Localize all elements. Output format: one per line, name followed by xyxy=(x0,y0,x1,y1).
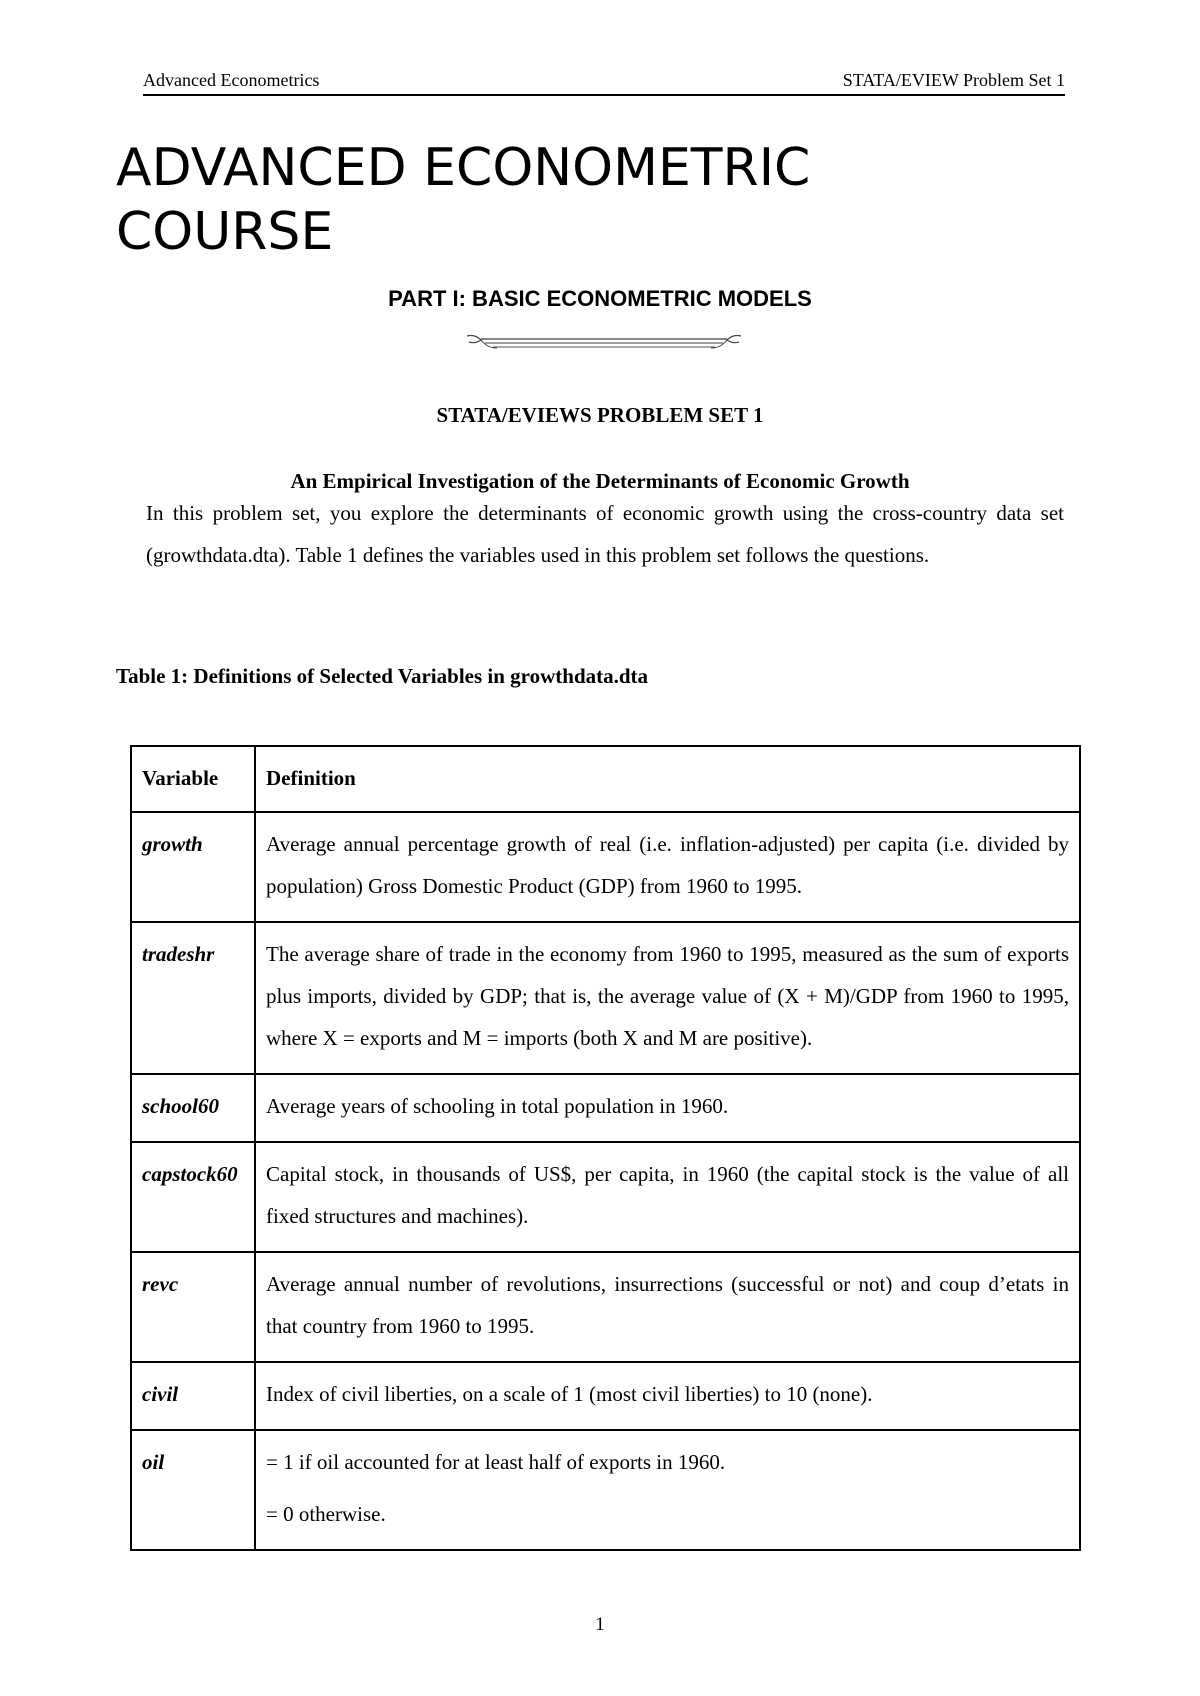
definition-line: = 1 if oil accounted for at least half of exports in 1960. xyxy=(266,1450,726,1474)
problem-set-title: STATA/EVIEWS PROBLEM SET 1 xyxy=(436,403,764,427)
variable-column-header: Variable xyxy=(131,746,255,812)
document-title: ADVANCED ECONOMETRIC COURSE xyxy=(116,138,811,262)
variable-definition: The average share of trade in the economy from 1960 to 1995, measured as the sum of exports plus imports, divided by GDP; that is, the average value of (X + M)/GDP from 1960 to 1995, where X = exports and M = imports (both X and M are positive). xyxy=(255,922,1080,1074)
variable-definition: Average years of schooling in total population in 1960. xyxy=(255,1074,1080,1142)
page-number: 1 xyxy=(595,1614,605,1635)
running-header xyxy=(143,70,1065,96)
variable-name: school60 xyxy=(131,1074,255,1142)
table-row xyxy=(131,1142,1080,1252)
header-left-text: Advanced Econometrics xyxy=(143,70,320,90)
definition-line: = 0 otherwise. xyxy=(266,1502,386,1526)
table-row xyxy=(131,1252,1080,1362)
table-header-row xyxy=(131,746,1080,812)
variable-name: revc xyxy=(131,1252,255,1362)
variable-name: tradeshr xyxy=(131,922,255,1074)
header-right-text: STATA/EVIEW Problem Set 1 xyxy=(842,70,1065,90)
table-row xyxy=(131,1074,1080,1142)
table-row xyxy=(131,922,1080,1074)
intro-paragraph: In this problem set, you explore the determinants of economic growth using the cross-country data set (growthdata.dta). Table 1 defines the variables used in this problem set follows the questions. xyxy=(146,501,1064,567)
variable-definitions-table xyxy=(130,745,1081,1551)
variable-definition: Capital stock, in thousands of US$, per capita, in 1960 (the capital stock is the value of all fixed structures and machines). xyxy=(255,1142,1080,1252)
variable-definition: Index of civil liberties, on a scale of 1 (most civil liberties) to 10 (none). xyxy=(255,1362,1080,1430)
part-title: PART I: BASIC ECONOMETRIC MODELS xyxy=(388,286,812,311)
table-caption: Table 1: Definitions of Selected Variables in growthdata.dta xyxy=(116,664,649,688)
variable-name: growth xyxy=(131,812,255,922)
variable-name: civil xyxy=(131,1362,255,1430)
variable-name: oil xyxy=(131,1430,255,1550)
document-subtitle: An Empirical Investigation of the Determinants of Economic Growth xyxy=(290,469,910,493)
variable-definition xyxy=(255,1430,1080,1550)
definition-column-header: Definition xyxy=(255,746,1080,812)
table-row xyxy=(131,1430,1080,1550)
table-row xyxy=(131,812,1080,922)
table-row xyxy=(131,1362,1080,1430)
variable-definition: Average annual number of revolutions, insurrections (successful or not) and coup d’etats in that country from 1960 to 1995. xyxy=(255,1252,1080,1362)
variable-definition: Average annual percentage growth of real (i.e. inflation-adjusted) per capita (i.e. divided by population) Gross Domestic Product (GDP) from 1960 to 1995. xyxy=(255,812,1080,922)
variable-name: capstock60 xyxy=(131,1142,255,1252)
decorative-divider-ornament xyxy=(463,330,745,354)
